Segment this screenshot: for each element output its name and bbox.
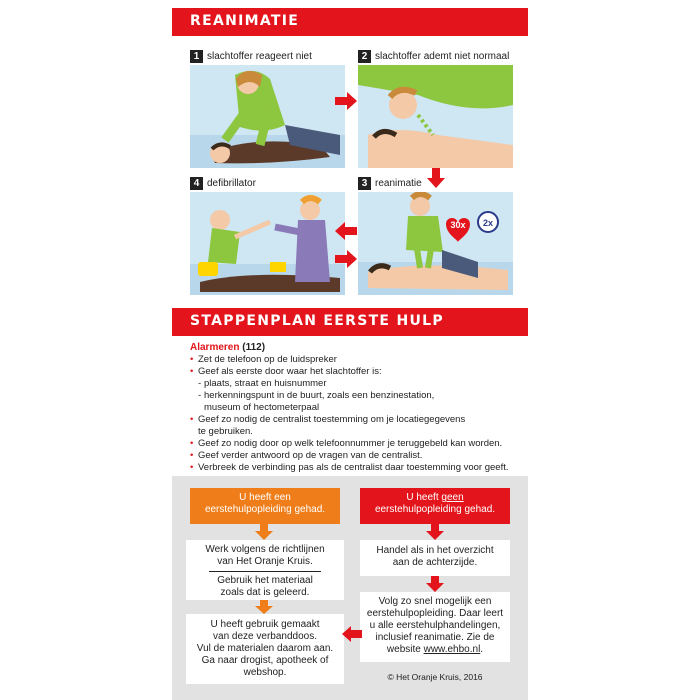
arrow-down-icon (255, 600, 273, 614)
breaths-badge: 2x (482, 218, 494, 228)
box-see-overview: Handel als in het overzicht aan de achterzijde. (360, 540, 510, 576)
list-item: • Geef zo nodig de centralist toestemming om je locatiegegevens (190, 414, 520, 426)
illustration-cpr (358, 192, 513, 295)
header-with-training: U heeft een eerstehulpopleiding gehad. (190, 488, 340, 524)
list-item: - herkenningspunt in de buurt, zoals een benzinestation, (190, 390, 520, 402)
illustration-check-breathing (358, 65, 513, 168)
step-number: 1 (190, 50, 203, 63)
step-panel-3 (358, 175, 513, 295)
arrow-down-icon (427, 168, 445, 188)
list-item: museum of hectometerpaal (204, 402, 320, 413)
alarm-instructions (190, 342, 520, 474)
first-aid-card (172, 0, 528, 700)
list-item: • Geef als eerste door waar het slachtoffer is: (190, 366, 520, 378)
step-panel-4 (190, 175, 345, 295)
list-item: te gebruiken. (198, 426, 253, 437)
header-without-training: U heeft geen eerstehulpopleiding gehad. (360, 488, 510, 524)
alarm-heading: Alarmeren (112) (190, 342, 266, 353)
illustration-check-response (190, 65, 345, 168)
section-header-stappenplan (172, 308, 528, 336)
step-caption: reanimatie (375, 177, 422, 189)
illustration-defibrillator (190, 192, 345, 295)
step-panel-1 (190, 48, 345, 168)
list-item: • Geef zo nodig door op welk telefoonnummer je teruggebeld kan worden. (190, 438, 520, 450)
copyright: © Het Oranje Kruis, 2016 (387, 672, 483, 682)
list-item: • Geef verder antwoord op de vragen van de centralist. (190, 450, 520, 462)
arrow-right-icon (335, 92, 357, 110)
arrow-down-icon (426, 524, 444, 540)
section-title: REANIMATIE (190, 13, 300, 29)
list-item: • Verbreek de verbinding pas als de centralist daar toestemming voor geeft. (190, 462, 520, 474)
box-follow-guidelines: Werk volgens de richtlijnen van Het Oranje Kruis. Gebruik het materiaal zoals dat is geleerd. (186, 540, 344, 600)
list-item: - plaats, straat en huisnummer (190, 378, 520, 390)
arrow-left-icon (342, 626, 362, 642)
step-panel-2 (358, 48, 513, 168)
box-refill-materials: U heeft gebruik gemaakt van deze verbanddoos. Vul de materialen daarom aan. Ga naar drogist, apotheek of webshop. (186, 614, 344, 684)
arrow-right-icon (335, 250, 357, 268)
step-caption: defibrillator (207, 177, 256, 189)
arrow-down-icon (255, 524, 273, 540)
step-caption: slachtoffer reageert niet (207, 50, 312, 62)
compressions-badge: 30x (450, 220, 466, 230)
step-caption: slachtoffer ademt niet normaal (375, 50, 510, 62)
arrow-left-icon (335, 222, 357, 240)
step-number: 2 (358, 50, 371, 63)
box-follow-training: Volg zo snel mogelijk een eerstehulpopleiding. Daar leert u alle eerstehulphandelingen, inclusief reanimatie. Zie de website www.ehbo.nl. (360, 592, 510, 662)
ehbo-link[interactable]: www.ehbo.nl (423, 644, 481, 655)
arrow-down-icon (426, 576, 444, 592)
step-number: 4 (190, 177, 203, 190)
section-header-reanimatie (172, 8, 528, 36)
training-flowchart (172, 476, 528, 700)
list-item: • Zet de telefoon op de luidspreker (190, 354, 520, 366)
section-title: STAPPENPLAN EERSTE HULP (190, 313, 444, 329)
alarm-list (190, 354, 520, 474)
step-number: 3 (358, 177, 371, 190)
